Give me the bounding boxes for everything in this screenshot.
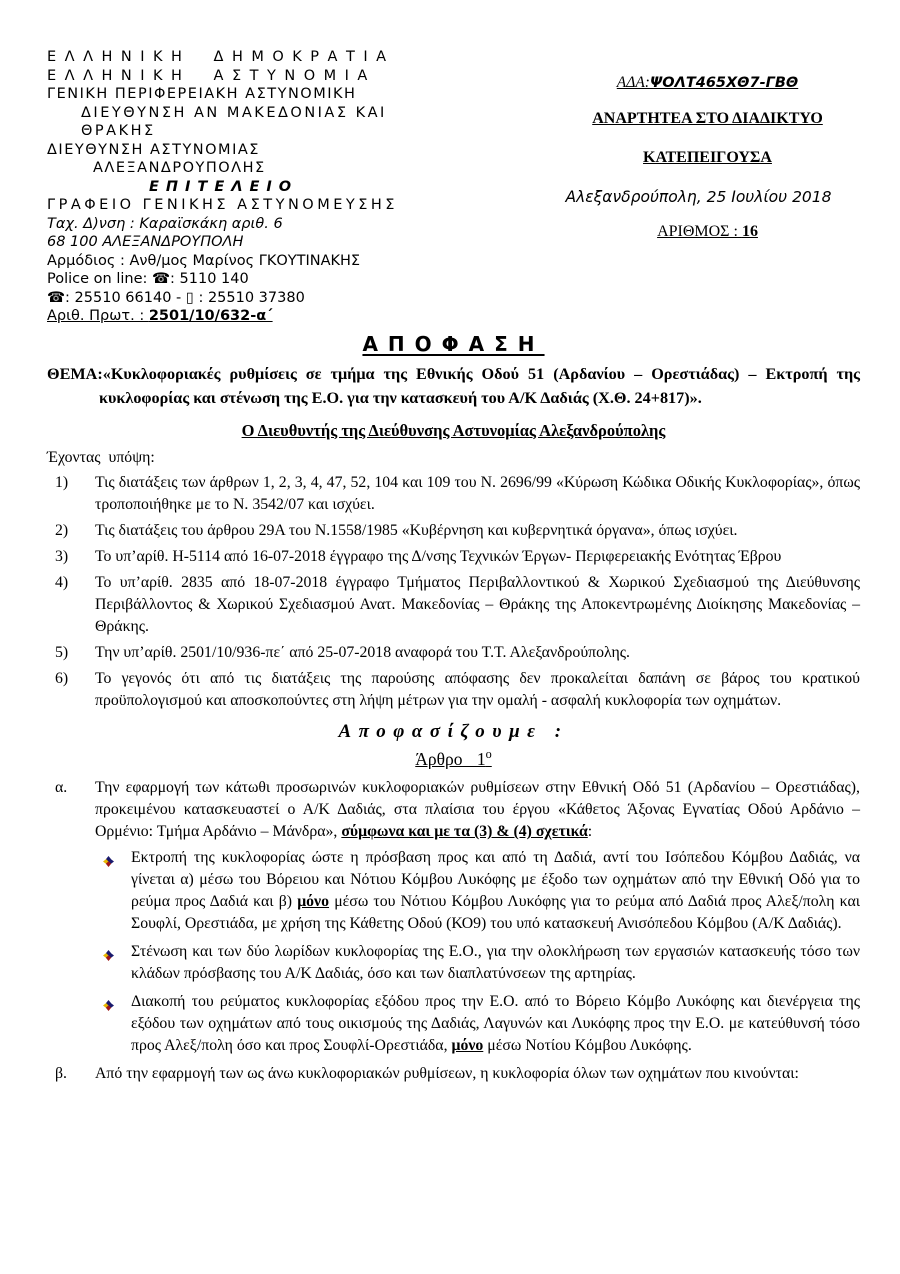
having-regard-line: Έχοντας υπόψη: <box>47 448 155 466</box>
measures-bullet-list <box>103 847 860 1057</box>
item-a-bold-underline: σύμφωνα και με τα (3) & (4) σχετικά <box>341 823 588 841</box>
bullet-item <box>103 847 860 935</box>
clover-bullet-icon <box>103 991 131 1057</box>
item-b-text: Από την εφαρμογή των ως άνω κυκλοφοριακών ρυθμίσεων, η κυκλοφορία όλων των οχημάτων που κινούνται: <box>95 1065 799 1083</box>
org-line-office: ΓΡΑΦΕΙΟ ΓΕΝΙΚΗΣ ΑΣΤΥΝΟΜΕΥΣΗΣ <box>47 197 398 213</box>
document-title: ΑΠΟΦΑΣΗ <box>362 331 545 356</box>
consideration-item <box>47 472 860 516</box>
org-line-alexandroupoli: ΑΛΕΞΑΝΔΡΟΥΠΟΛΗΣ <box>93 160 266 176</box>
ada-value: ΨΟΛΤ465ΧΘ7-ΓΒΘ <box>649 75 799 91</box>
contact-person-line: Αρμόδιος : Ανθ/μος Μαρίνος ΓΚΟΥΤΙΝΑΚΗΣ <box>47 252 361 269</box>
bullet-text-part1: Διακοπή του ρεύματος κυκλοφορίας εξόδου προς την Ε.Ο. από το Βόρειο Κόμβο Λυκόφης και διενέργεια της εξόδου των οχημάτων από τους οικισμούς της Δαδιάς, Λαγυνών και Λυκόφης προς την Ε.Ο. με κατεύθυνσή τόσο προς Αλεξ/πολη όσο και προς Σουφλί-Ορεστιάδα, <box>131 993 860 1055</box>
article-1-heading <box>47 748 860 771</box>
clover-bullet-icon <box>103 941 131 985</box>
police-online-line: Police on line: ☎: 5110 140 <box>47 271 249 287</box>
article-item-b <box>47 1063 860 1085</box>
bullet-item <box>103 991 860 1057</box>
item-a-text <box>95 777 860 843</box>
protocol-label: Αριθ. Πρωτ. : <box>47 308 149 324</box>
consideration-text: Την υπ’αρίθ. 2501/10/936-πε΄ από 25-07-2018 αναφορά του Τ.Τ. Αλεξανδρούπολης. <box>95 643 631 661</box>
issuing-authority-block <box>47 48 527 326</box>
bullet-bold-underline: μόνο <box>297 893 330 911</box>
org-line-staff: ΕΠΙΤΕΛΕΙΟ <box>149 178 299 195</box>
ada-line <box>555 74 860 92</box>
consideration-text: Τις διατάξεις του άρθρου 29Α του Ν.1558/1985 «Κυβέρνηση και κυβερνητικά όργανα», όπως ισχύει. <box>95 521 738 539</box>
bullet-item <box>103 941 860 985</box>
protocol-value: 2501/10/632-α΄ <box>148 308 273 324</box>
authority-heading: Ο Διευθυντής της Διεύθυνσης Αστυνομίας Αλεξανδρούπολης <box>241 420 666 440</box>
decision-number-label: ΑΡΙΘΜΟΣ : <box>657 223 742 240</box>
posted-on-internet-label: ΑΝΑΡΤΗΤΕΑ ΣΤΟ ΔΙΑΔΙΚΤΥΟ <box>592 110 823 127</box>
postal-address-line: Ταχ. Δ)νση : Καραϊσκάκη αριθ. 6 <box>47 215 283 232</box>
org-line-police-directorate: ΔΙΕΥΘΥΝΣΗ ΑΣΤΥΝΟΜΙΑΣ <box>47 141 260 158</box>
bullet-text <box>131 847 860 935</box>
bullet-bold-underline: μόνο <box>451 1037 484 1055</box>
ada-label: ΑΔΑ: <box>616 74 650 91</box>
bullet-text <box>131 941 860 985</box>
consideration-text: Το γεγονός ότι από τις διατάξεις της παρούσης απόφασης δεν προκαλείται δαπάνη σε βάρος του κρατικού προϋπολογισμού και αποσκοπούντες στη λήψη μέτρων για την ομαλή - ασφαλή κυκλοφορία των οχημάτων. <box>95 669 860 709</box>
article-item-a <box>47 777 860 843</box>
place-date-line: Αλεξανδρούπολη, 25 Ιουλίου 2018 <box>565 188 832 206</box>
subject-label: ΘΕΜΑ: <box>47 364 103 383</box>
bullet-text-part1: Στένωση και των δύο λωρίδων κυκλοφορίας της Ε.Ο., για την ολοκλήρωση των εργασιών κατασκευής τόσο των κλάδων πρόσβασης του Α/Κ Δαδιάς, όσο και των διαπλατύνσεων της αρτηρίας. <box>131 943 860 983</box>
bullet-text <box>131 991 860 1057</box>
org-line-republic: ΕΛΛΗΝΙΚΗ ΔΗΜΟΚΡΑΤΙΑ <box>47 49 395 65</box>
decision-number-line <box>555 223 860 241</box>
consideration-number: 1) <box>55 473 69 491</box>
bullet-text-part1: Εκτροπή της κυκλοφορίας ώστε η πρόσβαση προς και από τη Δαδιά, αντί του Ισόπεδου Κόμβου Δαδιάς, να γίνεται α) μέσω του Βόρειου και Νότιου Κόμβου Λυκόφης με έξοδο των οχημάτων από την Εθνική Οδό για το ρεύμα προς Δαδιά και β) <box>131 849 860 911</box>
org-line-directorate-1: ΔΙΕΥΘΥΝΣΗ ΑΝ ΜΑΚΕΔΟΝΙΑΣ ΚΑΙ <box>81 104 387 121</box>
consideration-item <box>47 546 860 568</box>
consideration-item <box>47 668 860 712</box>
bullet-text-part2: μέσω Νοτίου Κόμβου Λυκόφης. <box>483 1037 692 1055</box>
phone-fax-line: ☎: 25510 66140 - ▯ : 25510 37380 <box>47 289 305 306</box>
org-line-thrace: ΘΡΑΚΗΣ <box>81 123 156 139</box>
article-ordinal-sup: ο <box>485 747 492 762</box>
consideration-item <box>47 642 860 664</box>
consideration-number: 6) <box>55 669 69 687</box>
urgent-label: ΚΑΤΕΠΕΙΓΟΥΣΑ <box>643 149 772 166</box>
consideration-item <box>47 572 860 638</box>
postal-city-line: 68 100 ΑΛΕΞΑΝΔΡΟΥΠΟΛΗ <box>47 234 244 250</box>
item-a-marker: α. <box>55 779 68 797</box>
consideration-text: Το υπ’αρίθ. 2835 από 18-07-2018 έγγραφο Τμήματος Περιβαλλοντικού & Χωρικού Σχεδιασμού της Διεύθυνσης Περιβάλλοντος & Χωρικού Σχεδιασμού Ανατ. Μακεδονίας – Θράκης της Αποκεντρωμένης Διοίκησης Μακεδονίας –Θράκης. <box>95 573 860 635</box>
item-b-marker: β. <box>55 1065 67 1083</box>
consideration-text: Τις διατάξεις των άρθρων 1, 2, 3, 4, 47, 52, 104 και 109 του Ν. 2696/99 «Κύρωση Κώδικα Οδικής Κυκλοφορίας», όπως τροποποιήθηκε με το Ν. 3542/07 και ισχύει. <box>95 473 860 513</box>
protocol-number-line <box>47 307 527 326</box>
consideration-text: Το υπ’αρίθ. Η-5114 από 16-07-2018 έγγραφο της Δ/νσης Τεχνικών Έργων- Περιφερειακής Ενότητας Έβρου <box>95 547 782 565</box>
article-label: Άρθρο 1 <box>415 749 486 770</box>
header-right-block <box>555 48 860 241</box>
subject-paragraph <box>47 362 860 410</box>
bullet-text-part2: μέσω του Νότιου Κόμβου Λυκόφης για το ρεύμα από Δαδιά προς Αλεξ/πολη και Σουφλί, Ορεστιάδα, με χρήση της Κάθετης Οδού (ΚΟ9) του υπό κατασκευή Ανισόπεδου Κόμβου (Α/Κ Δαδιάς). <box>131 893 860 933</box>
consideration-number: 4) <box>55 573 69 591</box>
org-line-police: ΕΛΛΗΝΙΚΗ ΑΣΤΥΝΟΜΙΑ <box>47 67 376 84</box>
considerations-list <box>47 472 860 712</box>
decision-heading: Αποφασίζουμε : <box>338 720 569 742</box>
clover-bullet-icon <box>103 847 131 935</box>
consideration-number: 3) <box>55 547 69 565</box>
consideration-item <box>47 520 860 542</box>
org-line-regional: ΓΕΝΙΚΗ ΠΕΡΙΦΕΡΕΙΑΚΗ ΑΣΤΥΝΟΜΙΚΗ <box>47 86 357 102</box>
decision-number-value: 16 <box>741 223 758 240</box>
item-a-text-part1: Την εφαρμογή των κάτωθι προσωρινών κυκλοφοριακών ρυθμίσεων στην Εθνική Οδό 51 (Αρδανίου – Ορεστιάδας), προκειμένου κατασκευαστεί ο Α/Κ Δαδιάς, στα πλαίσια του έργου «Κάθετος Άξονας Εγνατίας Οδού Αρδάνιο – Ορμένιο: Τμήμα Αρδάνιο – Μάνδρα», <box>95 779 860 841</box>
consideration-number: 5) <box>55 643 69 661</box>
item-a-text-part2: : <box>587 823 593 841</box>
subject-text: «Κυκλοφοριακές ρυθμίσεις σε τμήμα της Εθνικής Οδού 51 (Αρδανίου – Ορεστιάδας) – Εκτροπή της κυκλοφορίας και στένωση της Ε.Ο. για την κατασκευή του Α/Κ Δαδιάς (Χ.Θ. 24+817)». <box>99 364 860 407</box>
consideration-number: 2) <box>55 521 69 539</box>
letterhead <box>47 48 860 326</box>
